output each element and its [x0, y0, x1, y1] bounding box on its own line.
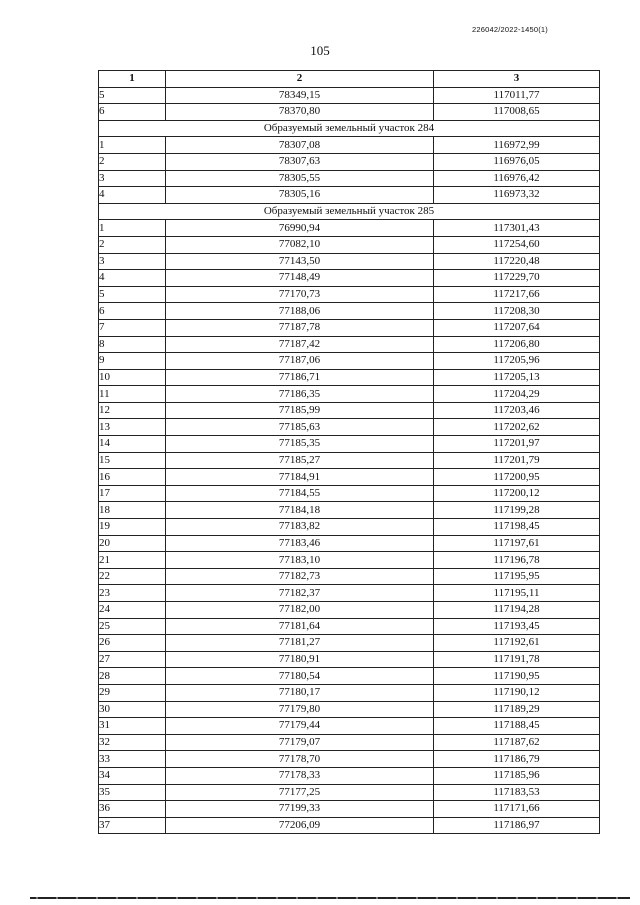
point-number-cell: 14 [99, 436, 166, 453]
table-row [99, 485, 600, 502]
x-coordinate-cell: 77183,82 [166, 519, 434, 536]
table-row [99, 153, 600, 170]
x-coordinate-cell: 77186,35 [166, 386, 434, 403]
section-title: Образуемый земельный участок 285 [99, 203, 600, 220]
y-coordinate-cell: 117191,78 [434, 651, 600, 668]
y-coordinate-cell: 117204,29 [434, 386, 600, 403]
table-row [99, 402, 600, 419]
point-number-cell: 11 [99, 386, 166, 403]
y-coordinate-cell: 117193,45 [434, 618, 600, 635]
y-coordinate-cell: 117189,29 [434, 701, 600, 718]
point-number-cell: 25 [99, 618, 166, 635]
x-coordinate-cell: 77183,46 [166, 535, 434, 552]
table-row [99, 236, 600, 253]
y-coordinate-cell: 117200,95 [434, 469, 600, 486]
point-number-cell: 1 [99, 137, 166, 154]
table-row [99, 701, 600, 718]
point-number-cell: 27 [99, 651, 166, 668]
x-coordinate-cell: 77179,80 [166, 701, 434, 718]
table-row [99, 270, 600, 287]
y-coordinate-cell: 117185,96 [434, 767, 600, 784]
x-coordinate-cell: 78305,55 [166, 170, 434, 187]
point-number-cell: 9 [99, 353, 166, 370]
table-row [99, 104, 600, 121]
table-row [99, 635, 600, 652]
table-row [99, 519, 600, 536]
point-number-cell: 5 [99, 87, 166, 104]
y-coordinate-cell: 116976,05 [434, 153, 600, 170]
y-coordinate-cell: 117207,64 [434, 319, 600, 336]
table-row [99, 286, 600, 303]
point-number-cell: 29 [99, 684, 166, 701]
table-row [99, 767, 600, 784]
point-number-cell: 34 [99, 767, 166, 784]
point-number-cell: 6 [99, 104, 166, 121]
x-coordinate-cell: 78349,15 [166, 87, 434, 104]
x-coordinate-cell: 77179,07 [166, 734, 434, 751]
x-coordinate-cell: 77185,99 [166, 402, 434, 419]
table-row [99, 319, 600, 336]
y-coordinate-cell: 117199,28 [434, 502, 600, 519]
table-row [99, 386, 600, 403]
document-id: 226042/2022-1450(1) [472, 25, 548, 34]
section-header-row [99, 120, 600, 137]
y-coordinate-cell: 117200,12 [434, 485, 600, 502]
y-coordinate-cell: 116976,42 [434, 170, 600, 187]
point-number-cell: 12 [99, 402, 166, 419]
y-coordinate-cell: 117190,95 [434, 668, 600, 685]
x-coordinate-cell: 77187,06 [166, 353, 434, 370]
y-coordinate-cell: 117203,46 [434, 402, 600, 419]
table-row [99, 751, 600, 768]
y-coordinate-cell: 117202,62 [434, 419, 600, 436]
point-number-cell: 15 [99, 452, 166, 469]
table-row [99, 469, 600, 486]
table-row [99, 718, 600, 735]
table-row [99, 784, 600, 801]
y-coordinate-cell: 117011,77 [434, 87, 600, 104]
x-coordinate-cell: 78307,63 [166, 153, 434, 170]
x-coordinate-cell: 78370,80 [166, 104, 434, 121]
x-coordinate-cell: 77185,27 [166, 452, 434, 469]
point-number-cell: 16 [99, 469, 166, 486]
x-coordinate-cell: 77199,33 [166, 801, 434, 818]
table-row [99, 552, 600, 569]
point-number-cell: 31 [99, 718, 166, 735]
point-number-cell: 5 [99, 286, 166, 303]
x-coordinate-cell: 77082,10 [166, 236, 434, 253]
table-row [99, 253, 600, 270]
x-coordinate-cell: 77184,18 [166, 502, 434, 519]
y-coordinate-cell: 117192,61 [434, 635, 600, 652]
table-row [99, 336, 600, 353]
x-coordinate-cell: 77180,17 [166, 684, 434, 701]
page-number: 105 [310, 43, 330, 58]
x-coordinate-cell: 77178,70 [166, 751, 434, 768]
point-number-cell: 20 [99, 535, 166, 552]
table-header-row [99, 71, 600, 88]
table-row [99, 817, 600, 834]
table-row [99, 436, 600, 453]
point-number-cell: 3 [99, 253, 166, 270]
y-coordinate-cell: 117254,60 [434, 236, 600, 253]
x-coordinate-cell: 77183,10 [166, 552, 434, 569]
point-number-cell: 4 [99, 270, 166, 287]
y-coordinate-cell: 117195,11 [434, 585, 600, 602]
x-coordinate-cell: 77185,63 [166, 419, 434, 436]
x-coordinate-cell: 77188,06 [166, 303, 434, 320]
point-number-cell: 22 [99, 568, 166, 585]
x-coordinate-cell: 77178,33 [166, 767, 434, 784]
x-coordinate-cell: 77181,64 [166, 618, 434, 635]
point-number-cell: 33 [99, 751, 166, 768]
point-number-cell: 2 [99, 153, 166, 170]
y-coordinate-cell: 117197,61 [434, 535, 600, 552]
point-number-cell: 36 [99, 801, 166, 818]
x-coordinate-cell: 76990,94 [166, 220, 434, 237]
point-number-cell: 37 [99, 817, 166, 834]
point-number-cell: 28 [99, 668, 166, 685]
point-number-cell: 7 [99, 319, 166, 336]
x-coordinate-cell: 77184,55 [166, 485, 434, 502]
point-number-cell: 19 [99, 519, 166, 536]
y-coordinate-cell: 117187,62 [434, 734, 600, 751]
y-coordinate-cell: 117195,95 [434, 568, 600, 585]
x-coordinate-cell: 77182,73 [166, 568, 434, 585]
table-row [99, 353, 600, 370]
x-coordinate-cell: 77170,73 [166, 286, 434, 303]
x-coordinate-cell: 77180,54 [166, 668, 434, 685]
point-number-cell: 10 [99, 369, 166, 386]
y-coordinate-cell: 117194,28 [434, 602, 600, 619]
column-header: 2 [166, 71, 434, 88]
x-coordinate-cell: 77148,49 [166, 270, 434, 287]
point-number-cell: 26 [99, 635, 166, 652]
point-number-cell: 1 [99, 220, 166, 237]
y-coordinate-cell: 117217,66 [434, 286, 600, 303]
table-row [99, 369, 600, 386]
y-coordinate-cell: 117205,13 [434, 369, 600, 386]
y-coordinate-cell: 117190,12 [434, 684, 600, 701]
section-title: Образуемый земельный участок 284 [99, 120, 600, 137]
x-coordinate-cell: 77187,42 [166, 336, 434, 353]
page-bottom-rule [30, 897, 630, 899]
table-row [99, 303, 600, 320]
point-number-cell: 24 [99, 602, 166, 619]
y-coordinate-cell: 117201,97 [434, 436, 600, 453]
y-coordinate-cell: 117171,66 [434, 801, 600, 818]
table-row [99, 220, 600, 237]
y-coordinate-cell: 117186,79 [434, 751, 600, 768]
table-row [99, 535, 600, 552]
column-header: 3 [434, 71, 600, 88]
point-number-cell: 2 [99, 236, 166, 253]
x-coordinate-cell: 77184,91 [166, 469, 434, 486]
y-coordinate-cell: 117201,79 [434, 452, 600, 469]
y-coordinate-cell: 117220,48 [434, 253, 600, 270]
point-number-cell: 8 [99, 336, 166, 353]
y-coordinate-cell: 117008,65 [434, 104, 600, 121]
table-row [99, 668, 600, 685]
point-number-cell: 3 [99, 170, 166, 187]
y-coordinate-cell: 117301,43 [434, 220, 600, 237]
point-number-cell: 18 [99, 502, 166, 519]
x-coordinate-cell: 78305,16 [166, 187, 434, 204]
x-coordinate-cell: 77182,00 [166, 602, 434, 619]
table-row [99, 87, 600, 104]
x-coordinate-cell: 77181,27 [166, 635, 434, 652]
table-row [99, 734, 600, 751]
x-coordinate-cell: 77180,91 [166, 651, 434, 668]
table-row [99, 618, 600, 635]
x-coordinate-cell: 77143,50 [166, 253, 434, 270]
table-row [99, 602, 600, 619]
y-coordinate-cell: 117188,45 [434, 718, 600, 735]
table-row [99, 419, 600, 436]
point-number-cell: 35 [99, 784, 166, 801]
table-row [99, 585, 600, 602]
x-coordinate-cell: 77182,37 [166, 585, 434, 602]
x-coordinate-cell: 77187,78 [166, 319, 434, 336]
point-number-cell: 13 [99, 419, 166, 436]
y-coordinate-cell: 117205,96 [434, 353, 600, 370]
table-row [99, 568, 600, 585]
x-coordinate-cell: 77206,09 [166, 817, 434, 834]
table-body [99, 87, 600, 834]
point-number-cell: 32 [99, 734, 166, 751]
column-header: 1 [99, 71, 166, 88]
point-number-cell: 17 [99, 485, 166, 502]
table-row [99, 502, 600, 519]
y-coordinate-cell: 117198,45 [434, 519, 600, 536]
table-row [99, 187, 600, 204]
point-number-cell: 6 [99, 303, 166, 320]
y-coordinate-cell: 116973,32 [434, 187, 600, 204]
coordinates-table [98, 70, 600, 834]
table-row [99, 137, 600, 154]
x-coordinate-cell: 78307,08 [166, 137, 434, 154]
y-coordinate-cell: 117229,70 [434, 270, 600, 287]
table-row [99, 684, 600, 701]
point-number-cell: 23 [99, 585, 166, 602]
table-row [99, 170, 600, 187]
point-number-cell: 30 [99, 701, 166, 718]
table-row [99, 801, 600, 818]
x-coordinate-cell: 77185,35 [166, 436, 434, 453]
table-row [99, 452, 600, 469]
x-coordinate-cell: 77177,25 [166, 784, 434, 801]
point-number-cell: 4 [99, 187, 166, 204]
table-row [99, 651, 600, 668]
section-header-row [99, 203, 600, 220]
x-coordinate-cell: 77186,71 [166, 369, 434, 386]
y-coordinate-cell: 117206,80 [434, 336, 600, 353]
point-number-cell: 21 [99, 552, 166, 569]
x-coordinate-cell: 77179,44 [166, 718, 434, 735]
y-coordinate-cell: 117208,30 [434, 303, 600, 320]
y-coordinate-cell: 117186,97 [434, 817, 600, 834]
y-coordinate-cell: 117183,53 [434, 784, 600, 801]
y-coordinate-cell: 117196,78 [434, 552, 600, 569]
y-coordinate-cell: 116972,99 [434, 137, 600, 154]
